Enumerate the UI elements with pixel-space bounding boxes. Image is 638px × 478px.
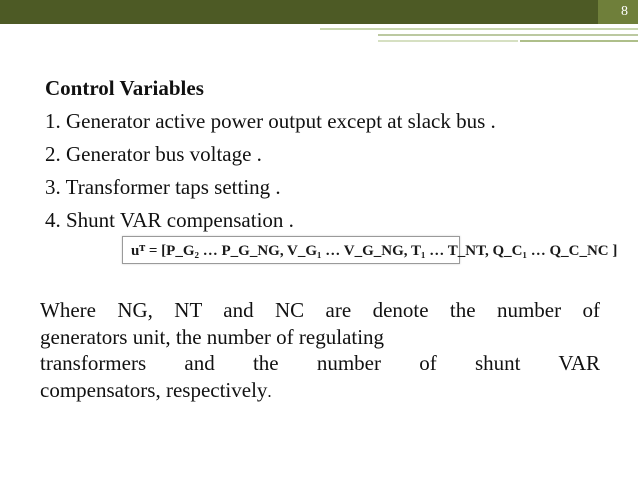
section-heading: Control Variables (45, 76, 204, 100)
list-item: 4. Shunt VAR compensation . (45, 208, 294, 232)
decorative-stripe (320, 28, 638, 30)
paragraph-period: . (267, 381, 272, 401)
paragraph-line: transformers and the number of shunt VAR (40, 351, 600, 375)
top-bar-accent (598, 0, 638, 24)
list-item: 1. Generator active power output except at slack bus . (45, 109, 496, 133)
paragraph-line: generators unit, the number of regulating (40, 324, 385, 349)
list-item: 3. Transformer taps setting . (45, 175, 281, 199)
paragraph-line: Where NG, NT and NC are denote the number of (40, 298, 600, 322)
decorative-stripe (520, 40, 638, 42)
list-item: 2. Generator bus voltage . (45, 142, 262, 166)
paragraph-text: compensators, respectively (40, 377, 268, 402)
decorative-stripe (378, 34, 638, 36)
control-vector-formula: uᵀ = [P_G₂ … P_G_NG, V_G₁ … V_G_NG, T₁ … T_NT, Q_C₁ … Q_C_NC ] (122, 236, 460, 264)
explanation-paragraph (40, 297, 600, 405)
paragraph-line (40, 377, 600, 406)
top-bar (0, 0, 638, 24)
slide-number: 8 (621, 4, 628, 19)
decorative-stripe (378, 40, 518, 42)
